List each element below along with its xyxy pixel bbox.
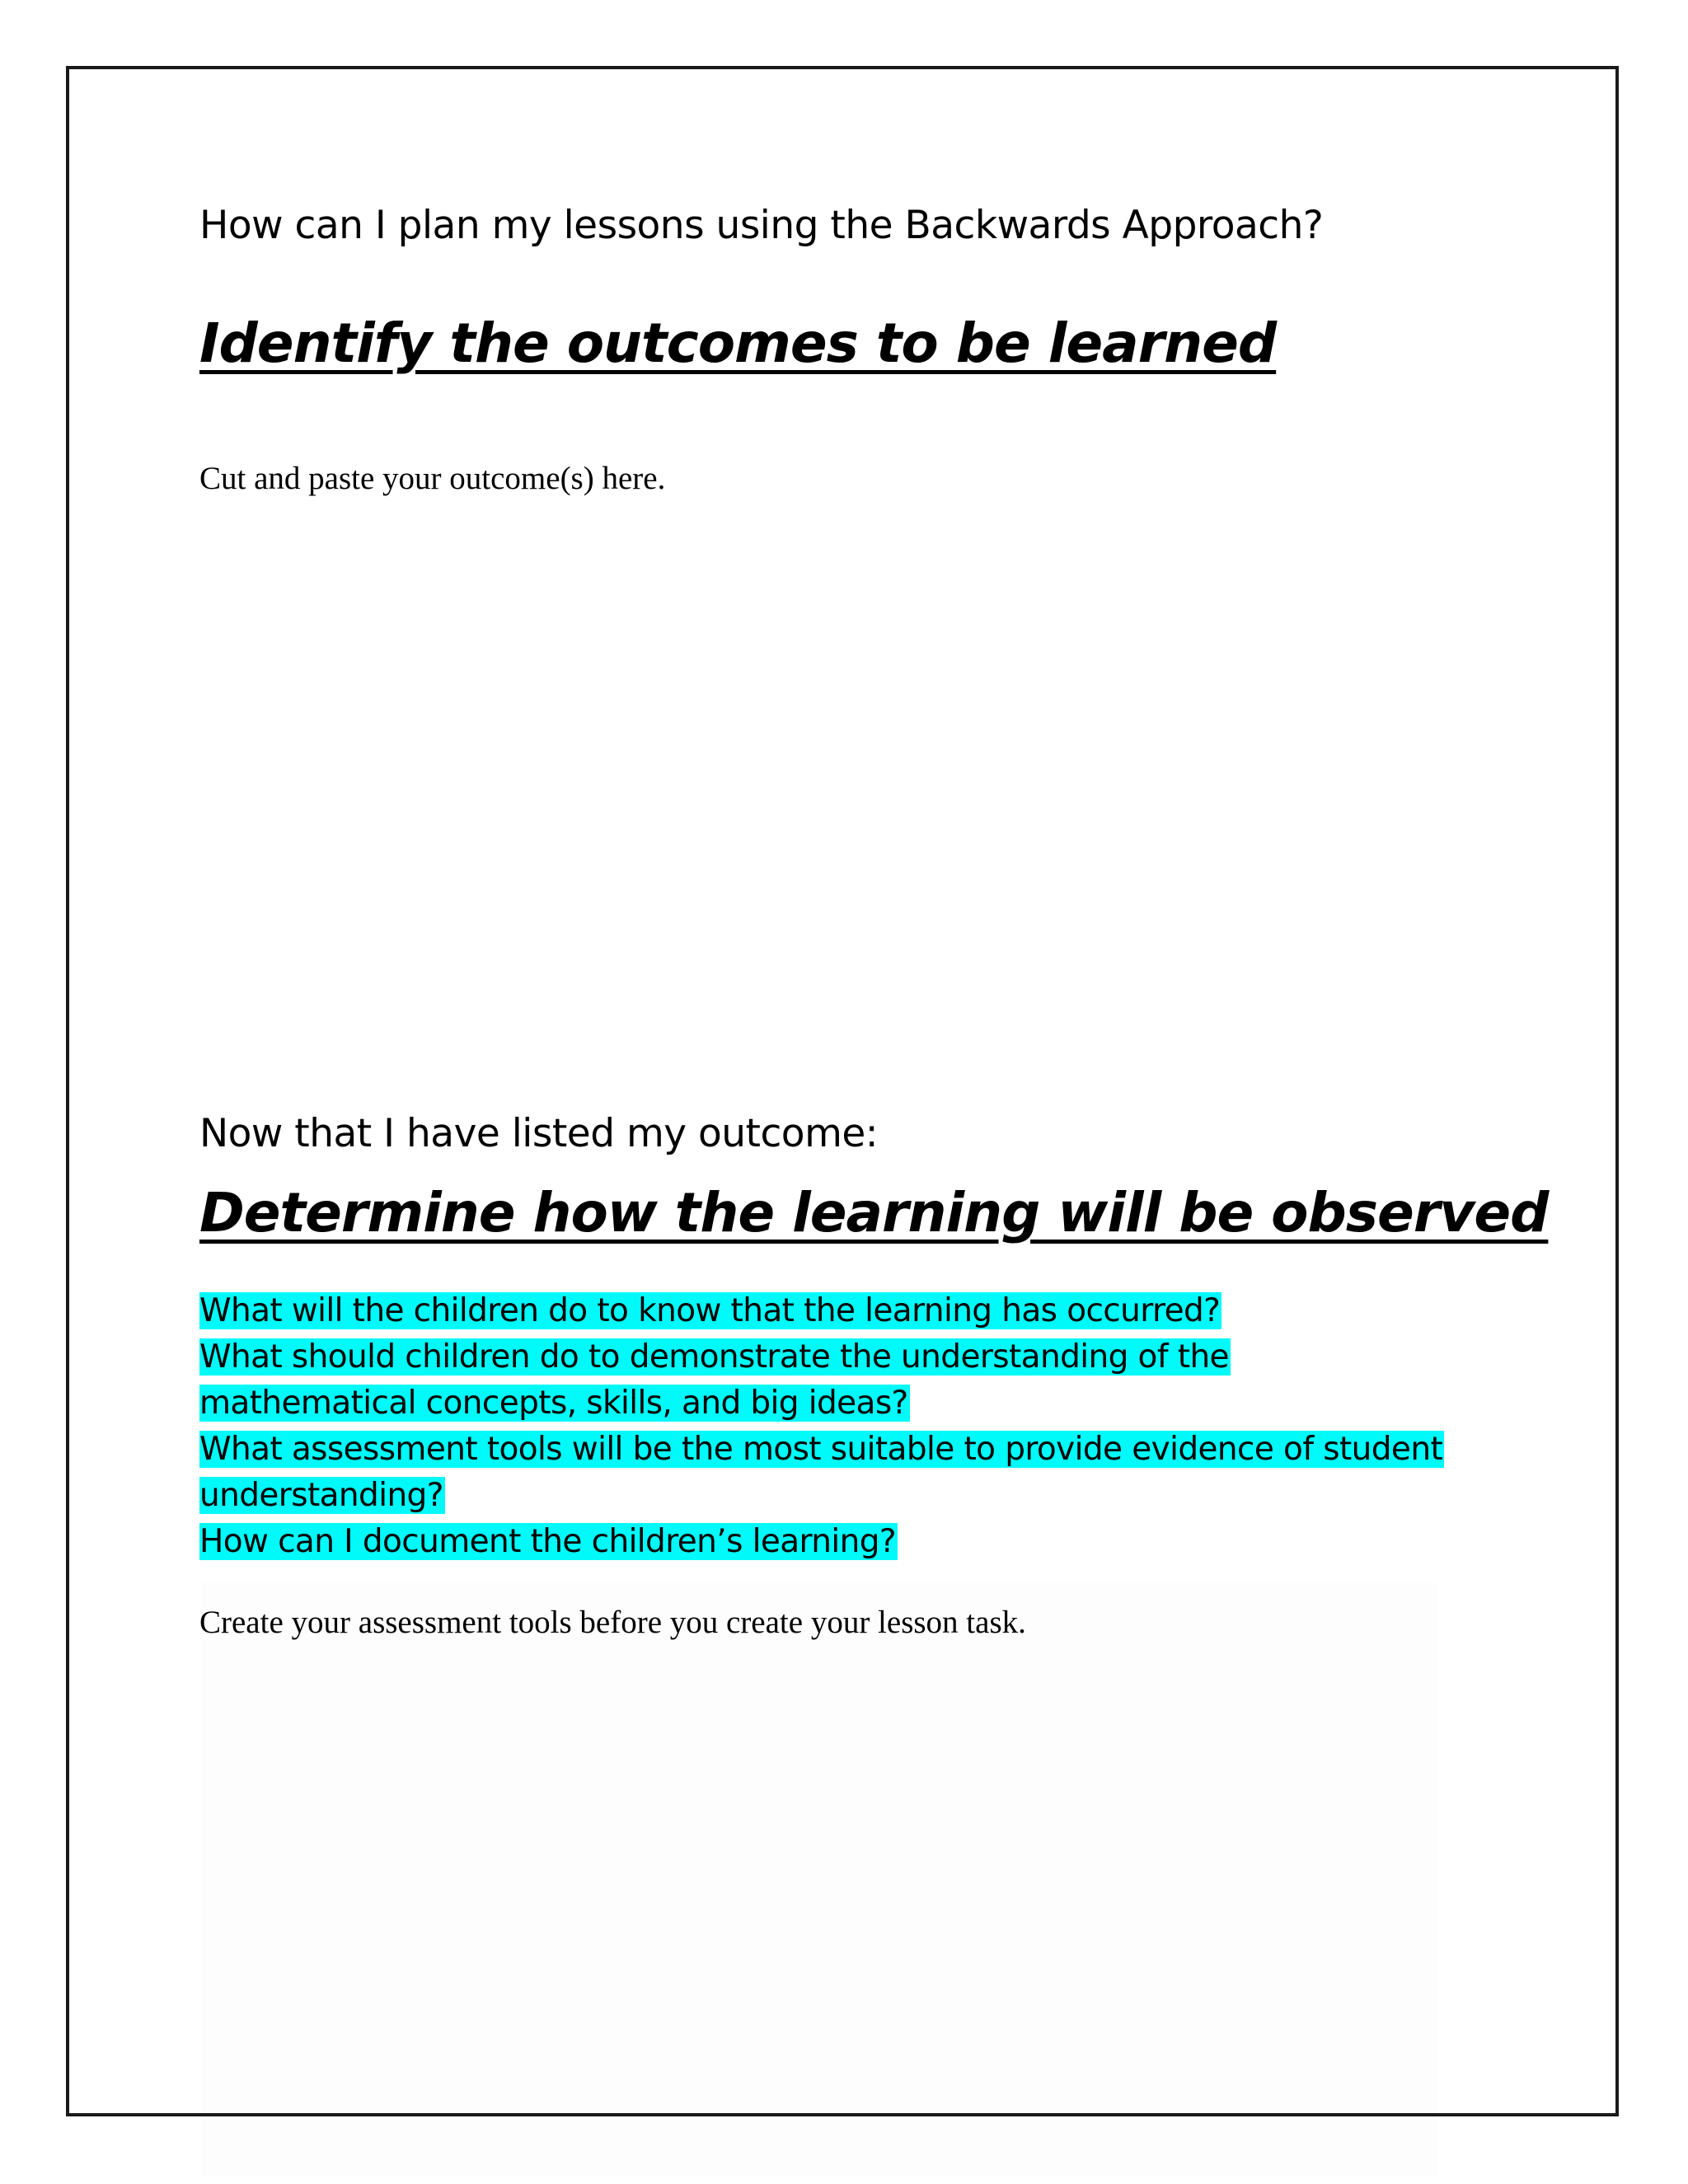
section-heading-outcomes: Identify the outcomes to be learned bbox=[199, 312, 1277, 375]
question-item: What should children do to demonstrate the understanding of the mathematical concepts, skills, and big ideas? bbox=[199, 1338, 1229, 1422]
guiding-questions bbox=[199, 1288, 1452, 1565]
assessment-instruction: Create your assessment tools before you create your lesson task. bbox=[199, 1605, 1026, 1640]
question-item: What will the children do to know that the learning has occurred? bbox=[199, 1292, 1221, 1329]
outcomes-instruction: Cut and paste your outcome(s) here. bbox=[199, 461, 666, 496]
question-item: How can I document the children’s learning? bbox=[199, 1523, 896, 1560]
transition-text: Now that I have listed my outcome: bbox=[199, 1111, 879, 1156]
question-item: What assessment tools will be the most suitable to provide evidence of student understanding? bbox=[199, 1431, 1443, 1514]
intro-question: How can I plan my lessons using the Backwards Approach? bbox=[199, 203, 1324, 248]
section-heading-observation: Determine how the learning will be observed bbox=[199, 1181, 1549, 1244]
